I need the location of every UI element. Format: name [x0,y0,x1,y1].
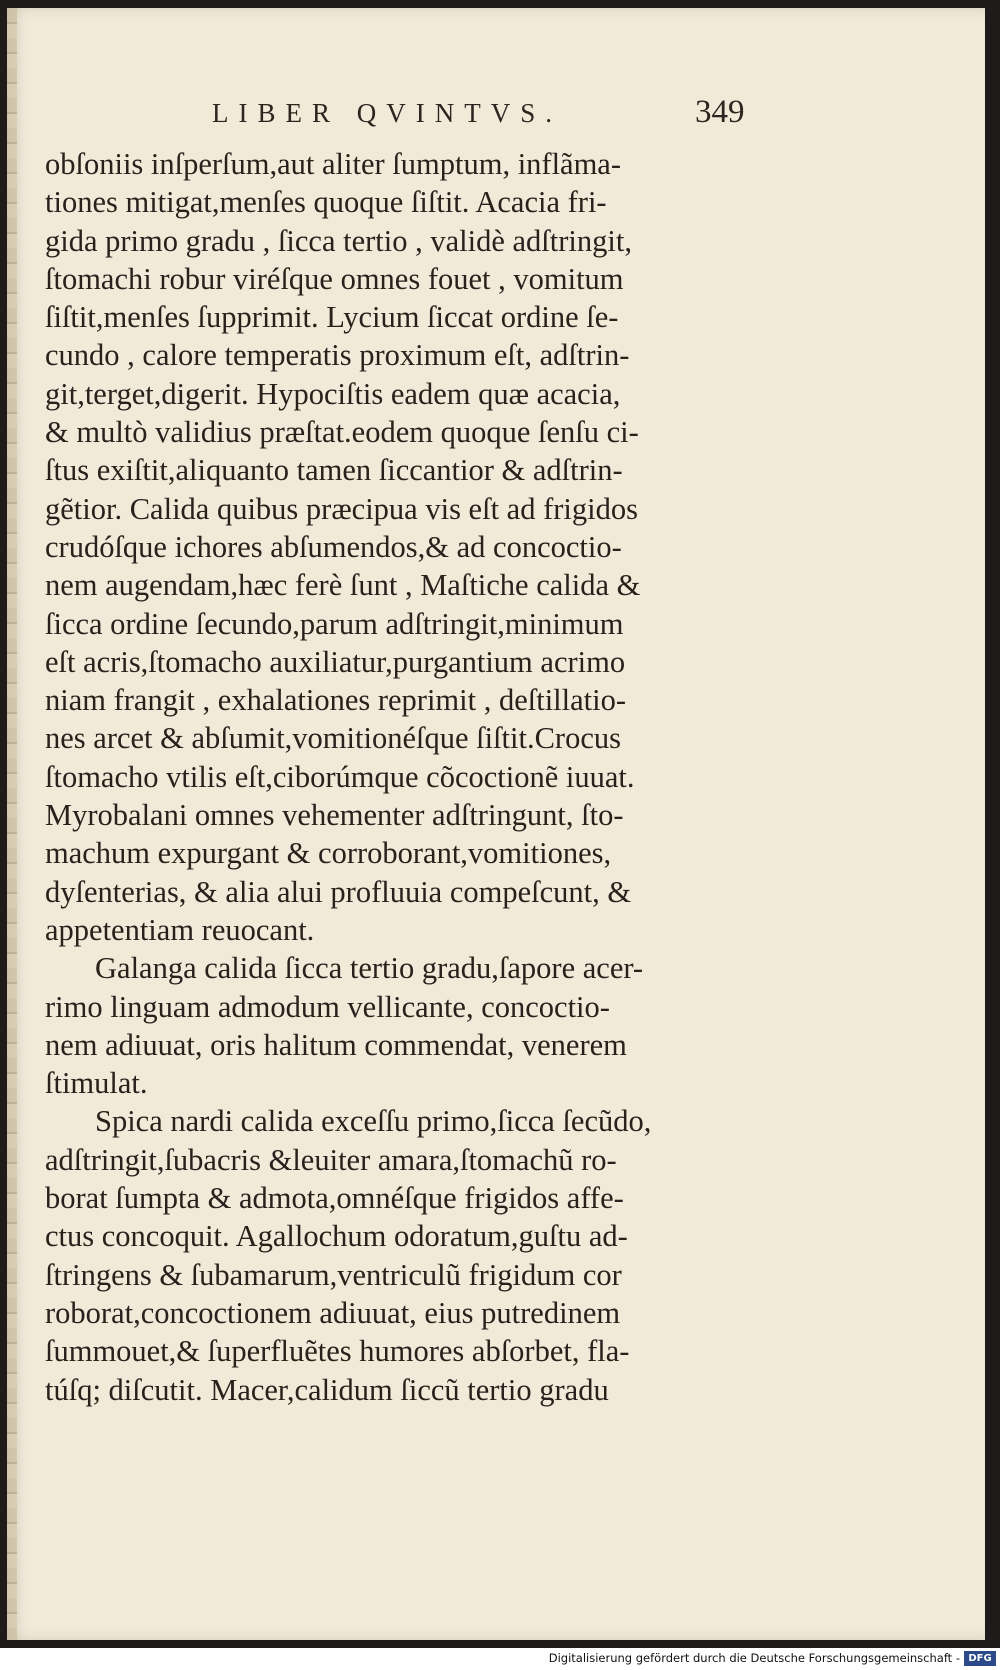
text-line: adſtringit,ſubacris &leuiter amara,ſtomachũ ro- [45,1142,617,1177]
text-line: ſummouet,& ſuperfluẽtes humores abſorbet, fla- [45,1334,630,1369]
text-line: ſtomacho vtilis eſt,ciborúmque cõcoctionẽ iuuat. [45,759,635,794]
text-line: ctus concoquit. Agallochum odoratum,guſtu ad- [45,1219,628,1254]
text-line: gida primo gradu , ſicca tertio , validè adſtringit, [45,223,632,258]
text-block [45,145,765,1409]
text-line: túſq; diſcutit. Macer,calidum ſiccũ tertio gradu [45,1372,609,1407]
binding-edge [7,8,17,1640]
text-line: borat ſumpta & admota,omnéſque frigidos affe- [45,1181,624,1216]
dfg-logo-icon: DFG [964,1651,996,1666]
text-line: niam frangit , exhalationes reprimit , deſtillatio- [45,683,627,718]
text-line: dyſenterias, & alia alui profluuia compeſcunt, & [45,874,632,909]
running-title: LIBER QVINTVS. [212,98,562,128]
book-page [7,8,985,1640]
text-line: ſtimulat. [45,1066,148,1101]
text-line: nes arcet & abſumit,vomitionéſque ſiſtit.Crocus [45,721,622,756]
text-line: ſiſtit,menſes ſupprimit. Lycium ſiccat ordine ſe- [45,300,619,335]
text-line: tiones mitigat,menſes quoque ſiſtit. Acacia fri- [45,185,607,220]
text-line: ſicca ordine ſecundo,parum adſtringit,minimum [45,606,624,641]
text-line: roborat,concoctionem adiuuat, eius putredinem [45,1295,621,1330]
text-line: & multò validius præſtat.eodem quoque ſenſu ci- [45,415,639,450]
text-line: rimo linguam admodum vellicante, concoctio- [45,989,610,1024]
footer-bar [0,1648,1000,1670]
page-number: 349 [695,94,745,130]
text-line: ſtringens & ſubamarum,ventriculũ frigidum cor [45,1257,622,1292]
text-line: nem augendam,hæc ferè ſunt , Maſtiche calida & [45,568,641,603]
text-line: obſoniis inſperſum,aut aliter ſumptum, inflãma- [45,147,622,181]
text-line: machum expurgant & corroborant,vomitiones, [45,836,612,871]
text-line: crudóſque ichores abſumendos,& ad concoctio- [45,529,622,564]
text-line: cundo , calore temperatis proximum eſt, adſtrin- [45,338,630,373]
digitization-credit: Digitalisierung gefördert durch die Deutsche Forschungsgemeinschaft - [548,1651,960,1665]
text-line: eſt acris,ſtomacho auxiliatur,purgantium acrimo [45,644,626,679]
text-line: Myrobalani omnes vehementer adſtringunt, ſto- [45,798,624,833]
text-line: gẽtior. Calida quibus præcipua vis eſt ad frigidos [45,491,638,526]
text-line: ſtus exiſtit,aliquanto tamen ſiccantior & adſtrin- [45,453,623,488]
paragraph-start-line: Spica nardi calida exceſſu primo,ſicca ſecũdo, [95,1104,652,1139]
running-head [7,94,985,140]
text-line: appetentiam reuocant. [45,912,315,947]
text-line: nem adiuuat, oris halitum commendat, venerem [45,1027,627,1062]
text-line: ſtomachi robur viréſque omnes fouet , vomitum [45,261,624,296]
paragraph-start-line: Galanga calida ſicca tertio gradu,ſapore acer- [95,951,644,986]
text-line: git,terget,digerit. Hypociſtis eadem quæ acacia, [45,376,621,411]
